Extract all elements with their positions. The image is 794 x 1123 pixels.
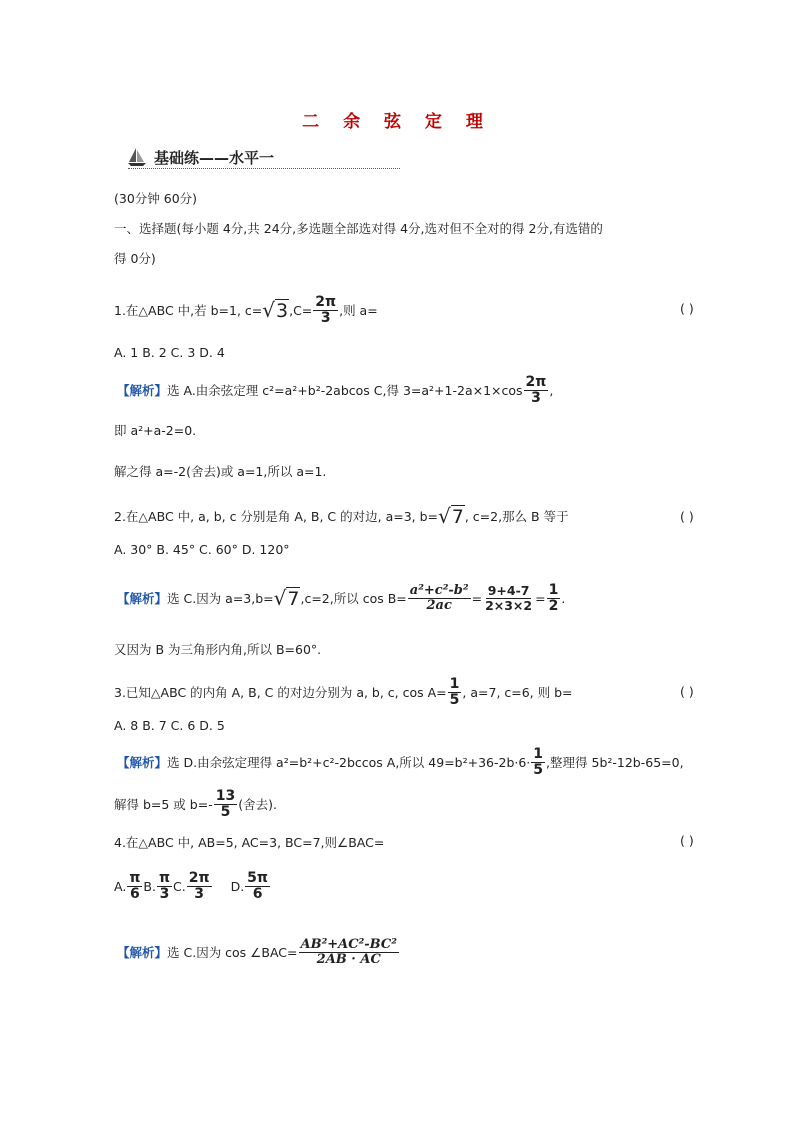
section-title: 基础练——水平一 — [153, 148, 274, 167]
sailboat-icon — [126, 146, 148, 168]
q4-opt-a-num: π — [129, 869, 141, 886]
q1-solution — [117, 370, 553, 410]
q4-f-den: 2AB · AC — [316, 951, 381, 967]
q3-line2-den: 5 — [220, 803, 231, 820]
q1-sol-fraction — [524, 375, 549, 405]
q2-sol-b: ,c=2,所以 cos B= — [300, 591, 407, 606]
q2-f2-num: 9+4-7 — [487, 583, 530, 599]
q1-sol-a: 选 A.由余弦定理 c²=a²+b²-2abcos C,得 3=a²+1-2a×1×cos — [167, 383, 523, 398]
q4-opt-a-label: A. — [114, 878, 127, 894]
page-title: 二 余 弦 定 理 — [302, 112, 492, 132]
q1-sqrt-arg: 3 — [276, 300, 289, 322]
q4-sol-a: 选 C.因为 cos ∠BAC= — [167, 945, 298, 960]
q1-solution-line-2: 即 a²+a-2=0. — [114, 423, 197, 438]
q2-stem-b: , c=2,那么 B 等于 — [464, 509, 569, 524]
q1-stem-c: ,则 a= — [339, 303, 378, 318]
q3-line2-num: 13 — [215, 787, 236, 804]
q2-f1-den: 2ac — [426, 597, 452, 613]
q1-stem-b: ,C= — [289, 302, 313, 318]
q4-opt-b-num: π — [158, 869, 171, 886]
q4-opt-a-fraction — [127, 871, 142, 901]
section-heading — [126, 146, 274, 170]
q1-stem-a: 1.在△ABC 中,若 b=1, c= — [114, 303, 263, 318]
q3-fraction — [448, 677, 462, 707]
q3-stem-b: , a=7, c=6, 则 b= — [462, 685, 573, 700]
question-3-stem — [114, 672, 573, 712]
q2-f3-num: 1 — [548, 581, 559, 598]
q1-options: A. 1 B. 2 C. 3 D. 4 — [114, 345, 225, 360]
q2-eq-1: = — [471, 590, 483, 606]
q4-opt-d-num: 5π — [247, 869, 268, 886]
q2-sol-a: 选 C.因为 a=3,b= — [167, 591, 274, 606]
q3-frac-den: 5 — [449, 691, 460, 708]
q2-options: A. 30° B. 45° C. 60° D. 120° — [114, 542, 290, 557]
q3-options: A. 8 B. 7 C. 6 D. 5 — [114, 718, 225, 733]
q4-opt-b-fraction — [157, 871, 172, 901]
q2-solution — [117, 577, 565, 619]
q2-sol-sqrt: √7 — [273, 586, 300, 610]
q4-opt-b-den: 3 — [159, 885, 170, 902]
q2-sqrt: √7 — [438, 504, 464, 528]
question-2-stem — [114, 502, 569, 530]
q1-sol-b: , — [549, 382, 554, 398]
solution-label: 【解析】 — [117, 945, 168, 960]
q4-opt-a-den: 6 — [129, 885, 140, 902]
q4-opt-c-den: 3 — [194, 885, 205, 902]
q4-opt-d-den: 6 — [252, 885, 263, 902]
instructions-line-2: 得 0分) — [114, 251, 156, 266]
solution-label: 【解析】 — [117, 755, 168, 770]
q3-line2-fraction — [214, 789, 237, 819]
q2-f2-den: 2×3×2 — [485, 597, 533, 613]
question-1-stem — [114, 290, 378, 330]
q3-sol-a: 选 D.由余弦定理得 a²=b²+c²-2bccos A,所以 49=b²+36-2b·6· — [167, 755, 531, 770]
section-divider — [128, 168, 400, 169]
q3-frac-num: 1 — [449, 675, 460, 692]
q2-solution-line-2: 又因为 B 为三角形内角,所以 B=60°. — [114, 642, 322, 657]
instructions-line-1: 一、选择题(每小题 4分,共 24分,多选题全部选对得 4分,选对但不全对的得 2分,有选错的 — [114, 221, 603, 236]
q1-fraction — [313, 295, 338, 325]
q2-stem-a: 2.在△ABC 中, a, b, c 分别是角 A, B, C 的对边, a=3, b= — [114, 509, 439, 524]
q2-eq-2: = — [535, 590, 546, 606]
q3-sol-frac-num: 1 — [533, 745, 544, 762]
q4-opt-c-label: C. — [173, 878, 186, 894]
q4-opt-c-fraction — [187, 871, 212, 901]
q4-solution — [117, 930, 400, 974]
q4-answer-paren: ( ) — [680, 833, 694, 848]
q1-sqrt: √3 — [262, 298, 289, 322]
q1-sol-frac-den: 3 — [531, 389, 541, 406]
q2-result-fraction — [547, 583, 561, 613]
solution-label: 【解析】 — [117, 591, 168, 606]
q2-answer-paren: ( ) — [680, 509, 694, 524]
q3-sol-frac-den: 5 — [533, 761, 544, 778]
q4-cos-formula — [299, 938, 399, 966]
solution-label: 【解析】 — [117, 383, 168, 398]
q3-line2-a: 解得 b=5 或 b=- — [114, 797, 213, 812]
q4-opt-d-label: D. — [230, 878, 245, 894]
q4-opt-c-num: 2π — [188, 869, 210, 886]
q1-frac-den: 3 — [320, 309, 331, 326]
q2-sqrt-arg: 7 — [451, 506, 464, 528]
q2-sol-sqrt-arg: 7 — [287, 588, 300, 610]
q1-answer-paren: ( ) — [680, 301, 694, 316]
q2-f3-den: 2 — [548, 597, 559, 614]
q4-opt-b-label: B. — [143, 878, 156, 894]
q1-frac-num: 2π — [315, 293, 337, 310]
q2-end: . — [561, 590, 566, 606]
q1-sol-frac-num: 2π — [525, 373, 547, 390]
q2-f1-num: a²+c²-b² — [409, 582, 469, 598]
q3-sol-b: ,整理得 5b²-12b-65=0, — [546, 755, 684, 770]
q1-solution-line-3: 解之得 a=-2(舍去)或 a=1,所以 a=1. — [114, 464, 327, 479]
q3-sol-fraction — [531, 747, 545, 777]
q3-solution-line-2 — [114, 784, 277, 824]
q4-f-num: AB²+AC²-BC² — [300, 936, 397, 952]
q2-cos-formula — [408, 584, 471, 612]
time-info: (30分钟 60分) — [114, 191, 198, 206]
q4-opt-d-fraction — [245, 871, 270, 901]
question-4-stem: 4.在△ABC 中, AB=5, AC=3, BC=7,则∠BAC= — [114, 835, 385, 850]
q3-answer-paren: ( ) — [680, 684, 694, 699]
q4-options — [114, 864, 271, 908]
q2-numeric-fraction — [483, 584, 534, 611]
q3-line2-b: (舍去). — [238, 797, 277, 812]
q3-solution — [117, 742, 684, 782]
q3-stem-a: 3.已知△ABC 的内角 A, B, C 的对边分别为 a, b, c, cos A= — [114, 685, 447, 700]
